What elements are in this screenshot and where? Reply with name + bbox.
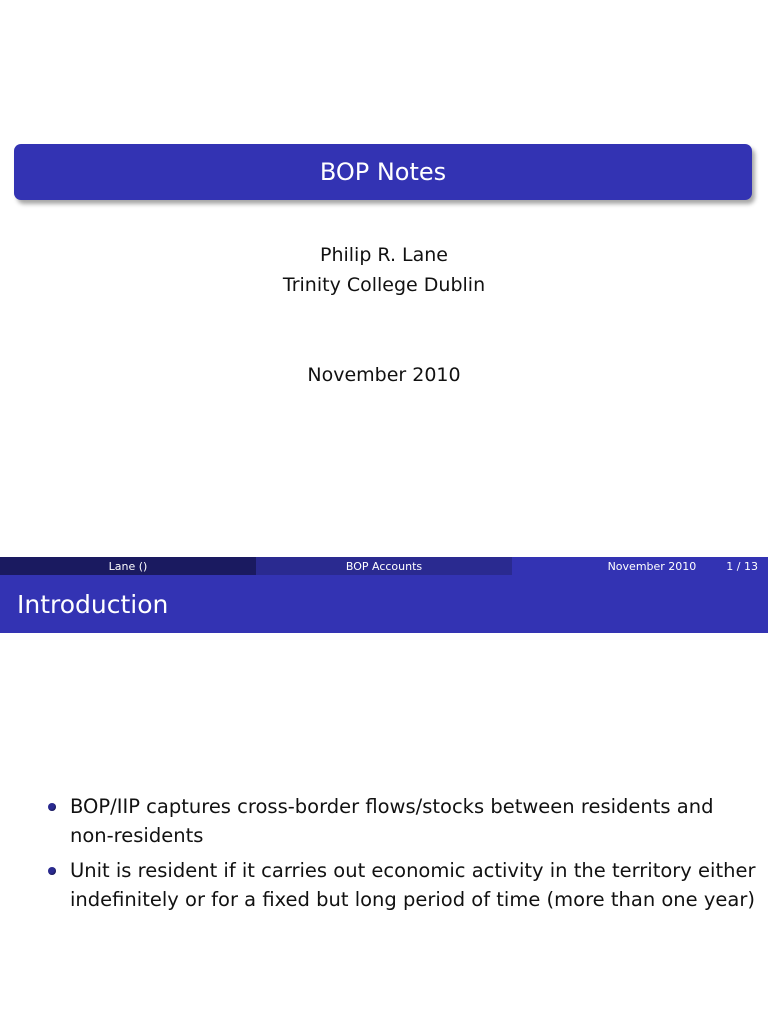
presentation-date: November 2010 <box>307 364 461 386</box>
author-name: Philip R. Lane <box>320 244 448 266</box>
footer-date: November 2010 <box>607 559 697 573</box>
bullet-icon <box>48 867 56 875</box>
slide-title: BOP Notes <box>319 158 447 186</box>
footer-page-number: 1 / 13 <box>726 559 758 573</box>
bullet-list <box>46 792 756 920</box>
footer-author-cell <box>0 557 256 575</box>
bullet-text: Unit is resident if it carries out economic activity in the territory either indefinitely or for a fixed but long period of time (more than one year) <box>70 859 756 911</box>
footer-title-cell <box>256 557 512 575</box>
footer-date-cell <box>512 557 768 575</box>
list-item <box>46 856 756 914</box>
footer-author: Lane () <box>108 559 148 573</box>
list-item <box>46 792 756 850</box>
slide-title-box <box>14 144 752 200</box>
frame-title: Introduction <box>17 589 169 619</box>
footer-title: BOP Accounts <box>345 559 423 573</box>
bullet-icon <box>48 803 56 811</box>
slide-footer <box>0 557 768 575</box>
author-block <box>0 240 768 300</box>
bullet-text: BOP/IIP captures cross-border flows/stocks between residents and non-residents <box>70 795 714 847</box>
frame-title-bar <box>0 575 768 633</box>
author-institution: Trinity College Dublin <box>282 274 486 296</box>
